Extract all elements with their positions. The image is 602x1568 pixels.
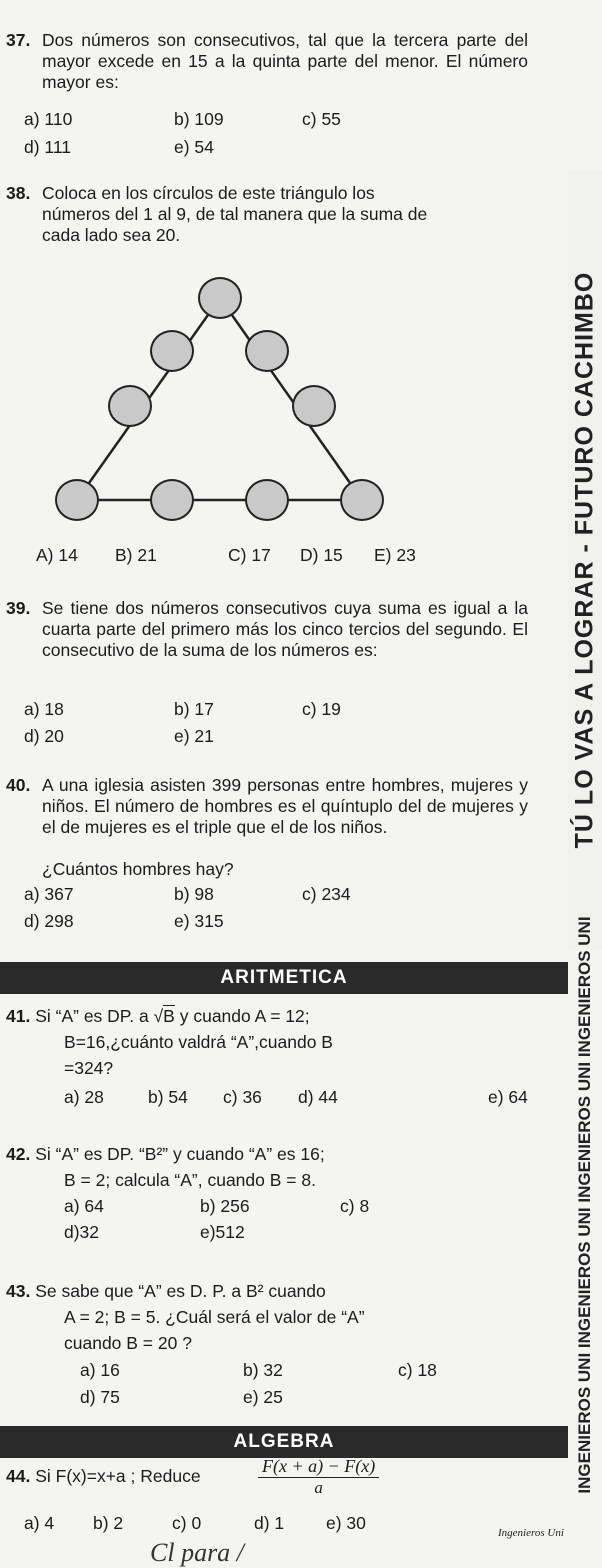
q43-option-d: d) 75 xyxy=(80,1387,120,1407)
circle-right-1[interactable] xyxy=(245,330,289,372)
q38-option-e: E) 23 xyxy=(374,545,416,565)
circle-right-2[interactable] xyxy=(292,385,336,427)
q43-line3: cuando B = 20 ? xyxy=(64,1333,192,1353)
q38-number: 38. xyxy=(6,183,31,203)
fraction-denominator: a xyxy=(314,1478,323,1497)
triangle-lines xyxy=(0,0,568,520)
fraction-numerator: F(x + a) − F(x) xyxy=(258,1456,379,1478)
q43-option-c: c) 18 xyxy=(398,1360,437,1380)
q38-option-a: A) 14 xyxy=(36,545,78,565)
bottom-handwriting: Cl para / xyxy=(150,1538,244,1567)
side-banner xyxy=(568,170,602,950)
signature: Ingenieros Uni xyxy=(498,1527,564,1539)
q38-option-c: C) 17 xyxy=(228,545,271,565)
q39-option-a: a) 18 xyxy=(24,699,64,719)
q42-option-d: d)32 xyxy=(64,1222,100,1242)
q43-line2: A = 2; B = 5. ¿Cuál será el valor de “A” xyxy=(64,1307,365,1327)
q37-option-e: e) 54 xyxy=(174,137,214,157)
side-banner-text: TÚ LO VAS A LOGRAR - FUTURO CACHIMBO xyxy=(570,271,599,849)
q40-option-c: c) 234 xyxy=(302,884,351,904)
q44-line1: 44. Si F(x)=x+a ; Reduce xyxy=(6,1466,201,1486)
q37-option-d: d) 111 xyxy=(24,137,72,157)
side-banner-uni-text: INGENIEROS UNI INGENIEROS UNI INGENIEROS UNI INGENIEROS UNI xyxy=(575,916,594,1494)
q39-option-e: e) 21 xyxy=(174,726,214,746)
circle-bottom-3[interactable] xyxy=(245,479,289,521)
q42-option-e: e)512 xyxy=(200,1222,245,1242)
q41-option-e: e) 64 xyxy=(488,1087,528,1107)
q39-text: Se tiene dos números consecutivos cuya suma es igual a la cuarta parte del primero más los cinco tercios del segundo. El consecutivo de la suma de los números es: xyxy=(42,598,528,660)
q38-text: Coloca en los círculos de este triángulo los números del 1 al 9, de tal manera que la suma de cada lado sea 20. xyxy=(42,183,428,245)
q40-text: A una iglesia asisten 399 personas entre hombres, mujeres y niños. El número de hombres es el quíntuplo del de mujeres y el de mujeres es el triple que el de los niños. xyxy=(42,775,528,837)
q41-line3: =324? xyxy=(64,1058,114,1078)
section-aritmetica: ARITMETICA xyxy=(0,962,568,994)
q39-number: 39. xyxy=(6,598,31,618)
q43-line1: 43. Se sabe que “A” es D. P. a B² cuando xyxy=(6,1281,326,1301)
q43-option-a: a) 16 xyxy=(80,1360,120,1380)
q41-option-b: b) 54 xyxy=(148,1087,188,1107)
q42-option-a: a) 64 xyxy=(64,1196,104,1216)
circle-bottom-left[interactable] xyxy=(55,479,99,521)
q37-option-b: b) 109 xyxy=(174,109,224,129)
q44-option-a: a) 4 xyxy=(24,1513,55,1533)
q40-question: ¿Cuántos hombres hay? xyxy=(42,859,234,879)
q44-fraction xyxy=(258,1456,379,1498)
q38-option-b: B) 21 xyxy=(115,545,157,565)
side-banner-uni xyxy=(568,916,602,1494)
q41-line1: 41. Si “A” es DP. a √B y cuando A = 12; xyxy=(6,1006,310,1026)
q44-option-e: e) 30 xyxy=(326,1513,366,1533)
q41-option-c: c) 36 xyxy=(223,1087,262,1107)
q39-option-c: c) 19 xyxy=(302,699,341,719)
q39-option-d: d) 20 xyxy=(24,726,64,746)
circle-left-2[interactable] xyxy=(108,385,152,427)
q37-option-c: c) 55 xyxy=(302,109,341,129)
q42-option-b: b) 256 xyxy=(200,1196,250,1216)
q41-option-d: d) 44 xyxy=(298,1087,338,1107)
q37-number: 37. xyxy=(6,30,31,50)
q40-option-b: b) 98 xyxy=(174,884,214,904)
q42-line1: 42. Si “A” es DP. “B²” y cuando “A” es 16; xyxy=(6,1144,325,1164)
q40-number: 40. xyxy=(6,775,31,795)
circle-bottom-right[interactable] xyxy=(340,479,384,521)
q41-option-a: a) 28 xyxy=(64,1087,104,1107)
q40-option-a: a) 367 xyxy=(24,884,74,904)
circle-bottom-2[interactable] xyxy=(150,479,194,521)
circle-left-1[interactable] xyxy=(150,330,194,372)
q37-option-a: a) 110 xyxy=(24,109,73,129)
q38-option-d: D) 15 xyxy=(300,545,343,565)
q40-option-e: e) 315 xyxy=(174,911,224,931)
q39-option-b: b) 17 xyxy=(174,699,214,719)
circle-top[interactable] xyxy=(198,277,242,319)
q37-text: Dos números son consecutivos, tal que la tercera parte del mayor excede en 15 a la quinta parte del menor. El número mayor es: xyxy=(42,30,528,92)
q44-option-b: b) 2 xyxy=(93,1513,124,1533)
q40-option-d: d) 298 xyxy=(24,911,74,931)
q42-option-c: c) 8 xyxy=(340,1196,370,1216)
q44-option-c: c) 0 xyxy=(172,1513,202,1533)
q43-option-b: b) 32 xyxy=(243,1360,283,1380)
sqrt-symbol: √B xyxy=(153,1006,175,1026)
q41-line2: B=16,¿cuánto valdrá “A”,cuando B xyxy=(64,1032,333,1052)
q42-line2: B = 2; calcula “A”, cuando B = 8. xyxy=(64,1170,316,1190)
section-algebra: ALGEBRA xyxy=(0,1426,568,1458)
q43-option-e: e) 25 xyxy=(243,1387,283,1407)
q44-option-d: d) 1 xyxy=(254,1513,285,1533)
